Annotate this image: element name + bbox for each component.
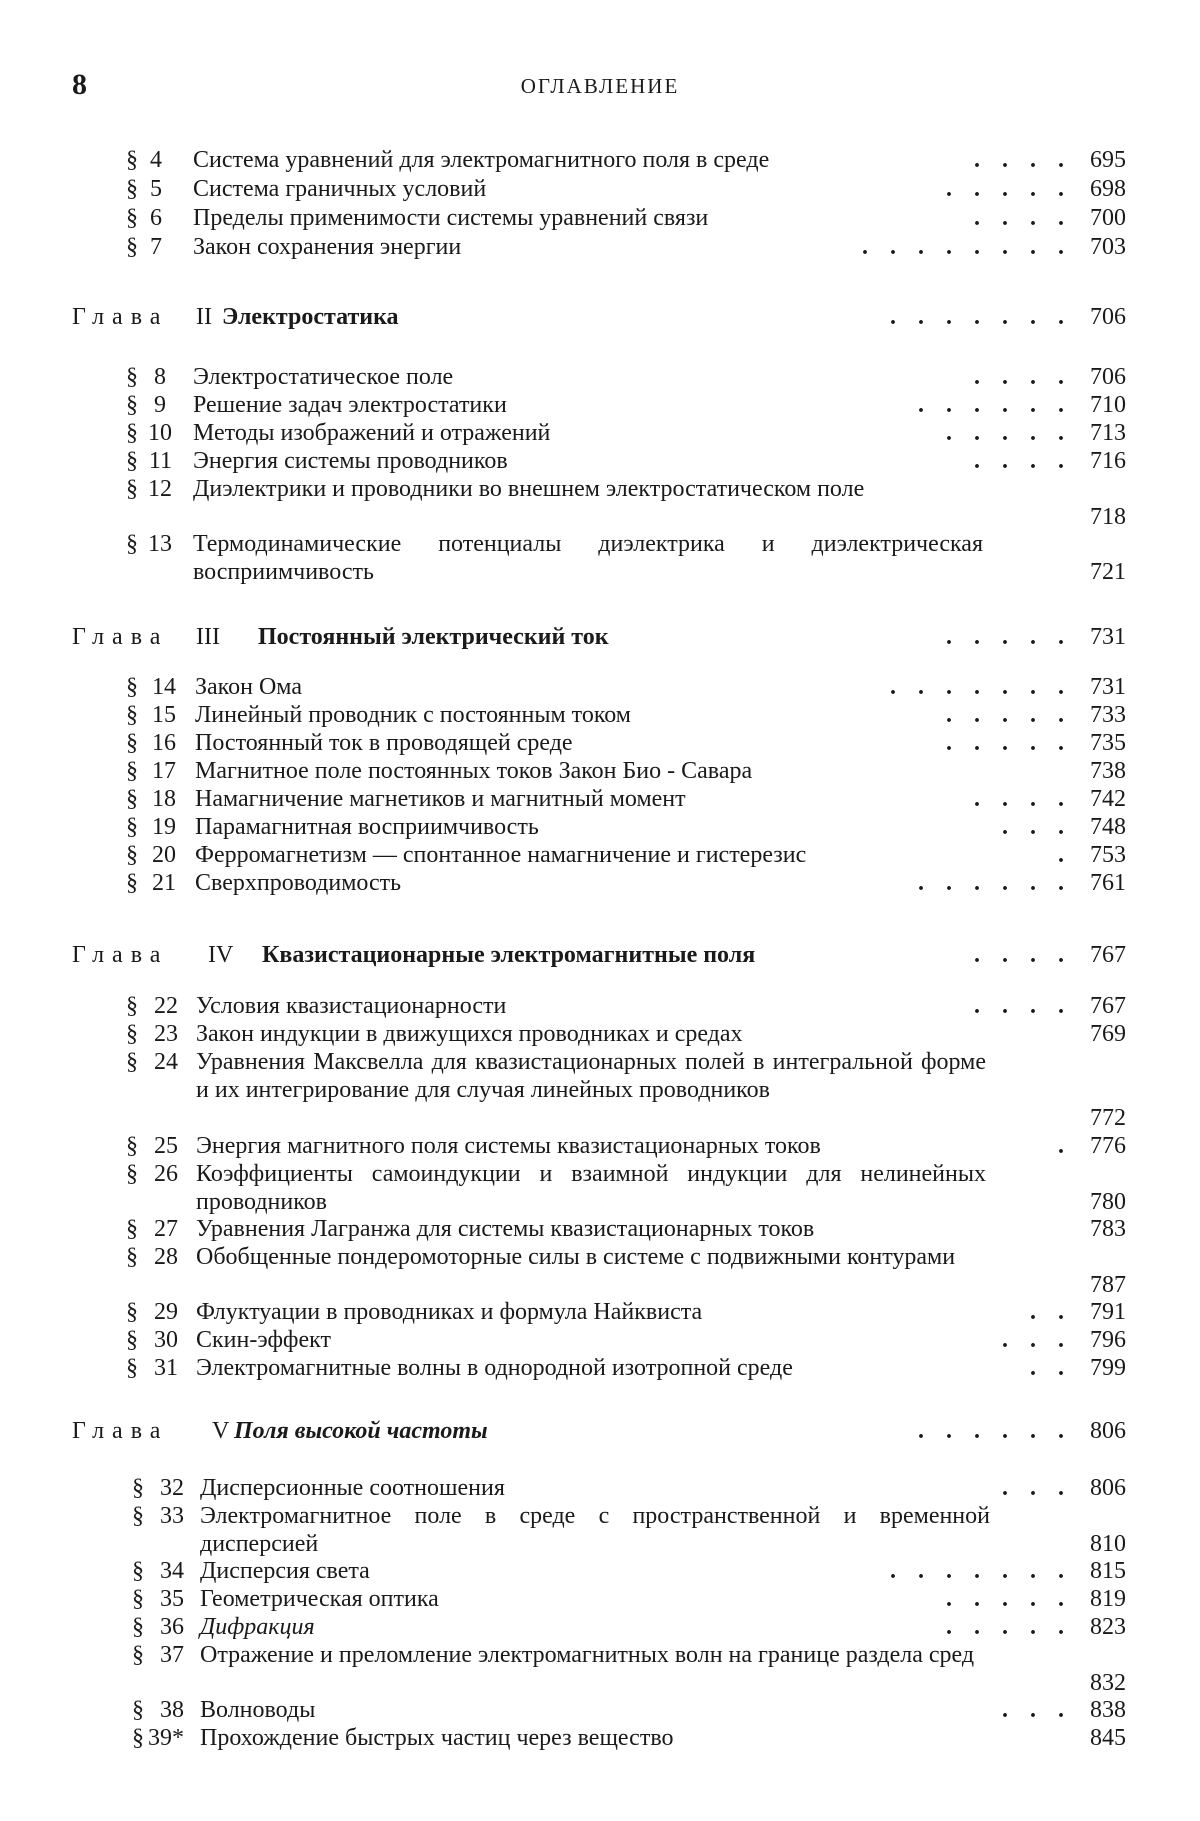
section-number: 5	[150, 176, 162, 202]
leader-dots: . . . .	[974, 205, 1072, 231]
running-head: ОГЛАВЛЕНИЕ	[520, 74, 680, 98]
toc-section-row	[0, 1502, 1200, 1558]
chapter-title: Квазистационарные электромагнитные поля	[262, 942, 756, 968]
section-page: 742	[1090, 786, 1126, 812]
section-number: 12	[148, 476, 172, 502]
leader-dots: .	[1058, 1133, 1072, 1159]
section-number: 30	[154, 1327, 178, 1353]
section-number: 20	[152, 842, 176, 868]
chapter-word: Глава	[72, 304, 169, 330]
section-page: 791	[1090, 1299, 1126, 1325]
toc-section-row	[0, 419, 1200, 447]
section-mark: §	[126, 448, 138, 474]
section-number: 24	[154, 1049, 178, 1075]
section-mark: §	[126, 364, 138, 390]
section-page: 780	[1090, 1189, 1126, 1215]
chapter-word: Глава	[72, 942, 169, 968]
toc-section-row	[0, 841, 1200, 869]
section-page: 748	[1090, 814, 1126, 840]
leader-dots: . .	[1030, 1299, 1072, 1325]
toc-section-row	[0, 673, 1200, 701]
section-title: Прохождение быстрых частиц через вещество	[200, 1725, 674, 1751]
section-number: 16	[152, 730, 176, 756]
section-page: 703	[1090, 234, 1126, 260]
section-mark: §	[126, 1216, 138, 1242]
section-page: 815	[1090, 1558, 1126, 1584]
toc-section-row	[0, 1354, 1200, 1382]
section-mark: §	[132, 1475, 144, 1501]
toc-section-row	[0, 1641, 1200, 1697]
leader-dots: . . . . .	[946, 176, 1072, 202]
section-page: 733	[1090, 702, 1126, 728]
toc-section-row	[0, 175, 1200, 203]
leader-dots: . . . .	[974, 942, 1072, 968]
section-mark: §	[126, 392, 138, 418]
section-page: 700	[1090, 205, 1126, 231]
section-number: 32	[160, 1475, 184, 1501]
section-title: Система граничных условий	[193, 176, 487, 202]
toc-section-row	[0, 785, 1200, 813]
section-page: 698	[1090, 176, 1126, 202]
section-page: 838	[1090, 1697, 1126, 1723]
section-title: Дисперсия света	[200, 1558, 370, 1584]
section-number: 9	[154, 392, 166, 418]
section-mark: §	[126, 814, 138, 840]
section-title: Дифракция	[200, 1614, 315, 1640]
section-mark: §	[126, 1161, 138, 1187]
section-page: 718	[1090, 504, 1126, 530]
section-title: Закон сохранения энергии	[193, 234, 462, 260]
leader-dots: . . .	[1002, 1697, 1072, 1723]
chapter-number: II	[196, 304, 212, 330]
section-mark: §	[126, 176, 138, 202]
toc-section-row	[0, 701, 1200, 729]
section-mark: §	[126, 531, 138, 557]
leader-dots: . . . . .	[946, 1614, 1072, 1640]
section-number: 11	[148, 448, 172, 474]
section-mark: §	[126, 205, 138, 231]
section-page: 713	[1090, 420, 1126, 446]
section-number: 34	[160, 1558, 184, 1584]
section-title: Линейный проводник с постоянным током	[195, 702, 631, 728]
toc-section-row	[0, 1020, 1200, 1048]
toc-section-row	[0, 1132, 1200, 1160]
section-mark: §	[126, 476, 138, 502]
section-number: 18	[152, 786, 176, 812]
section-number: 38	[160, 1697, 184, 1723]
section-title: Электромагнитные волны в однородной изотропной среде	[196, 1355, 793, 1381]
toc-section-row	[0, 1160, 1200, 1216]
toc-section-row	[0, 363, 1200, 391]
section-page: 695	[1090, 147, 1126, 173]
leader-dots: . . . . . .	[918, 1418, 1072, 1444]
chapter-number: III	[196, 624, 220, 650]
section-mark: §	[126, 147, 138, 173]
section-title: Пределы применимости системы уравнений связи	[193, 205, 709, 231]
section-number: 35	[160, 1586, 184, 1612]
section-mark: §	[132, 1586, 144, 1612]
section-mark: §	[126, 234, 138, 260]
toc-section-row	[0, 1613, 1200, 1641]
section-title: Флуктуации в проводниках и формула Найквиста	[196, 1299, 703, 1325]
section-mark: §	[126, 786, 138, 812]
leader-dots: . .	[1030, 1355, 1072, 1381]
section-mark: §	[126, 870, 138, 896]
toc-section-row	[0, 1585, 1200, 1613]
section-page: 721	[1090, 559, 1126, 585]
section-number: 7	[150, 234, 162, 260]
section-title: Уравнения Лагранжа для системы квазистационарных токов	[196, 1216, 815, 1242]
section-mark: §	[132, 1558, 144, 1584]
section-title: Дисперсионные соотношения	[200, 1475, 505, 1501]
section-title: Сверхпроводимость	[195, 870, 402, 896]
section-title: Волноводы	[200, 1697, 316, 1723]
section-mark: §	[132, 1503, 144, 1529]
section-title: Коэффициенты самоиндукции и взаимной индукции для нелинейных проводников	[196, 1161, 986, 1215]
section-number: 15	[152, 702, 176, 728]
toc-section-row	[0, 204, 1200, 232]
toc-chapter-row	[0, 1417, 1200, 1447]
section-title: Намагничение магнетиков и магнитный момент	[195, 786, 686, 812]
page-number: 8	[72, 68, 87, 101]
toc-section-row	[0, 1696, 1200, 1724]
section-page: 735	[1090, 730, 1126, 756]
section-page: 776	[1090, 1133, 1126, 1159]
toc-section-row	[0, 233, 1200, 261]
section-page: 769	[1090, 1021, 1126, 1047]
section-page: 832	[1090, 1670, 1126, 1696]
toc-section-row	[0, 1474, 1200, 1502]
section-number: 26	[154, 1161, 178, 1187]
section-number: 22	[154, 993, 178, 1019]
toc-section-row	[0, 1243, 1200, 1299]
section-number: 31	[154, 1355, 178, 1381]
chapter-title: Электростатика	[222, 304, 399, 330]
section-number: 39*	[148, 1725, 184, 1751]
leader-dots: . . . . . . .	[890, 1558, 1072, 1584]
section-number: 28	[154, 1244, 178, 1270]
section-title: Электростатическое поле	[193, 364, 454, 390]
section-page: 716	[1090, 448, 1126, 474]
section-title: Закон индукции в движущихся проводниках и средах	[196, 1021, 743, 1047]
toc-section-row	[0, 146, 1200, 174]
section-page: 819	[1090, 1586, 1126, 1612]
chapter-word: Глава	[72, 624, 169, 650]
section-number: 8	[154, 364, 166, 390]
toc-section-row	[0, 447, 1200, 475]
section-title: Энергия магнитного поля системы квазистационарных токов	[196, 1133, 821, 1159]
section-title: Электромагнитное поле в среде с пространственной и временной дисперсией	[200, 1503, 990, 1557]
chapter-number: V	[212, 1418, 230, 1444]
section-page: 753	[1090, 842, 1126, 868]
section-page: 761	[1090, 870, 1126, 896]
section-page: 823	[1090, 1614, 1126, 1640]
section-number: 4	[150, 147, 162, 173]
chapter-page: 706	[1090, 304, 1126, 330]
section-title: Методы изображений и отражений	[193, 420, 551, 446]
leader-dots: . . . . . . .	[890, 674, 1072, 700]
chapter-page: 767	[1090, 942, 1126, 968]
section-number: 21	[152, 870, 176, 896]
section-mark: §	[126, 1299, 138, 1325]
toc-section-row	[0, 1298, 1200, 1326]
section-mark: §	[126, 758, 138, 784]
section-page: 845	[1090, 1725, 1126, 1751]
leader-dots: . . .	[1002, 1475, 1072, 1501]
section-title: Ферромагнетизм — спонтанное намагничение и гистерезис	[195, 842, 807, 868]
section-mark: §	[132, 1642, 144, 1668]
section-title: Решение задач электростатики	[193, 392, 507, 418]
leader-dots: . . . .	[974, 993, 1072, 1019]
section-number: 25	[154, 1133, 178, 1159]
section-page: 787	[1090, 1272, 1126, 1298]
section-page: 710	[1090, 392, 1126, 418]
section-page: 706	[1090, 364, 1126, 390]
section-number: 36	[160, 1614, 184, 1640]
section-page: 738	[1090, 758, 1126, 784]
section-page: 767	[1090, 993, 1126, 1019]
leader-dots: . . . .	[974, 448, 1072, 474]
leader-dots: . . . . . .	[918, 870, 1072, 896]
section-mark: §	[126, 1244, 138, 1270]
leader-dots: . . . . .	[946, 420, 1072, 446]
section-title: Энергия системы проводников	[193, 448, 508, 474]
section-number: 37	[160, 1642, 184, 1668]
section-number: 27	[154, 1216, 178, 1242]
section-number: 17	[152, 758, 176, 784]
section-mark: §	[126, 1327, 138, 1353]
section-mark: §	[126, 1355, 138, 1381]
toc-chapter-row	[0, 623, 1200, 653]
section-mark: §	[126, 702, 138, 728]
toc-section-row	[0, 391, 1200, 419]
section-title: Диэлектрики и проводники во внешнем электростатическом поле	[193, 476, 865, 502]
section-mark: §	[126, 674, 138, 700]
section-page: 806	[1090, 1475, 1126, 1501]
section-number: 10	[148, 420, 172, 446]
section-number: 14	[152, 674, 176, 700]
section-title: Система уравнений для электромагнитного поля в среде	[193, 147, 770, 173]
section-mark: §	[126, 420, 138, 446]
section-title: Геометрическая оптика	[200, 1586, 439, 1612]
section-number: 23	[154, 1021, 178, 1047]
section-number: 13	[148, 531, 172, 557]
section-page: 772	[1090, 1105, 1126, 1131]
section-title: Уравнения Максвелла для квазистационарных полей в интегральной форме и их интегрирование для случая линейных проводников	[196, 1049, 986, 1103]
section-page: 799	[1090, 1355, 1126, 1381]
leader-dots: . . . .	[974, 364, 1072, 390]
leader-dots: .	[1058, 842, 1072, 868]
section-title: Парамагнитная восприимчивость	[195, 814, 539, 840]
section-number: 33	[160, 1503, 184, 1529]
leader-dots: . . .	[1002, 1327, 1072, 1353]
toc-section-row	[0, 1724, 1200, 1752]
toc-section-row	[0, 1215, 1200, 1243]
section-page: 810	[1090, 1531, 1126, 1557]
leader-dots: . . . . .	[946, 702, 1072, 728]
section-mark: §	[126, 842, 138, 868]
section-mark: §	[126, 993, 138, 1019]
section-title: Закон Ома	[195, 674, 302, 700]
leader-dots: . . . . .	[946, 1586, 1072, 1612]
toc-section-row	[0, 475, 1200, 531]
chapter-word: Глава	[72, 1418, 169, 1444]
section-title: Обобщенные пондеромоторные силы в системе с подвижными контурами	[196, 1244, 956, 1270]
section-title: Постоянный ток в проводящей среде	[195, 730, 573, 756]
section-page: 796	[1090, 1327, 1126, 1353]
chapter-title: Постоянный электрический ток	[258, 624, 609, 650]
section-number: 19	[152, 814, 176, 840]
section-mark: §	[132, 1697, 144, 1723]
section-page: 731	[1090, 674, 1126, 700]
toc-chapter-row	[0, 941, 1200, 971]
section-title: Отражение и преломление электромагнитных волн на границе раздела сред	[200, 1642, 975, 1668]
section-mark: §	[126, 1049, 138, 1075]
section-mark: §	[126, 1021, 138, 1047]
section-mark: §	[126, 1133, 138, 1159]
leader-dots: . . . . . . .	[890, 304, 1072, 330]
toc-section-row	[0, 1326, 1200, 1354]
chapter-title: Поля высокой частоты	[234, 1418, 488, 1444]
section-mark: §	[132, 1725, 144, 1751]
toc-section-row	[0, 1557, 1200, 1585]
toc-section-row	[0, 530, 1200, 586]
toc-section-row	[0, 992, 1200, 1020]
leader-dots: . . . . . . . .	[862, 234, 1072, 260]
leader-dots: . . .	[1002, 814, 1072, 840]
section-title: Магнитное поле постоянных токов Закон Био - Савара	[195, 758, 753, 784]
section-mark: §	[132, 1614, 144, 1640]
section-mark: §	[126, 730, 138, 756]
toc-section-row	[0, 869, 1200, 897]
section-page: 783	[1090, 1216, 1126, 1242]
toc-chapter-row	[0, 303, 1200, 333]
chapter-page: 806	[1090, 1418, 1126, 1444]
section-title: Термодинамические потенциалы диэлектрика и диэлектрическая восприимчивость	[193, 531, 983, 585]
chapter-page: 731	[1090, 624, 1126, 650]
leader-dots: . . . .	[974, 147, 1072, 173]
chapter-number: IV	[208, 942, 234, 968]
section-title: Скин-эффект	[196, 1327, 331, 1353]
leader-dots: . . . . .	[946, 730, 1072, 756]
section-number: 29	[154, 1299, 178, 1325]
section-title: Условия квазистационарности	[196, 993, 507, 1019]
leader-dots: . . . . . .	[918, 392, 1072, 418]
toc-section-row	[0, 757, 1200, 785]
toc-section-row	[0, 813, 1200, 841]
leader-dots: . . . .	[974, 786, 1072, 812]
section-number: 6	[150, 205, 162, 231]
leader-dots: . . . . .	[946, 624, 1072, 650]
toc-section-row	[0, 1048, 1200, 1132]
toc-section-row	[0, 729, 1200, 757]
